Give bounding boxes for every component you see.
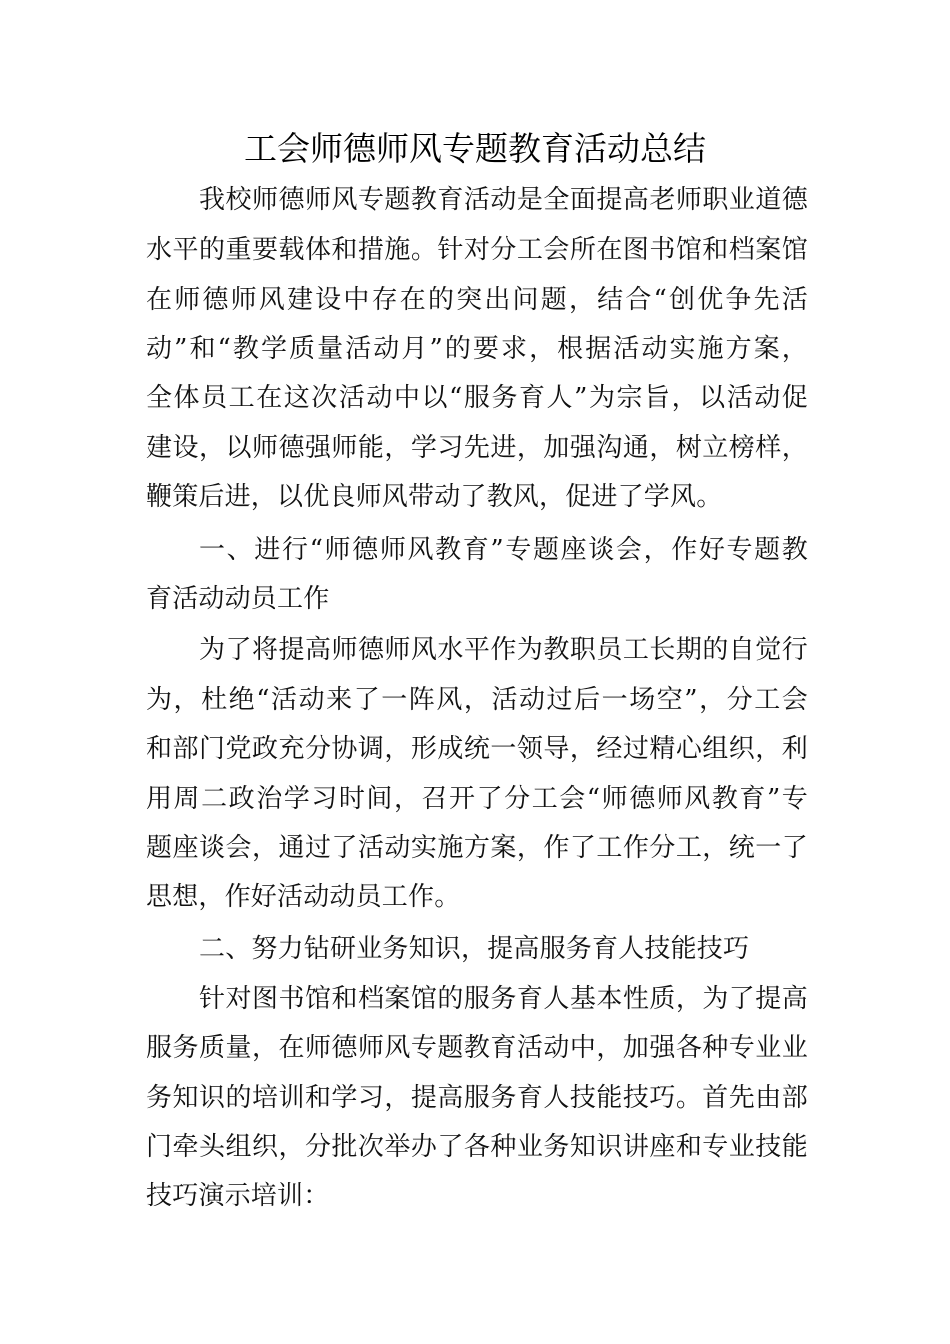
paragraph-line: 动”和“教学质量活动月”的要求，根据活动实施方案， — [146, 334, 808, 364]
paragraph-line: 在师德师风建设中存在的突出问题，结合“创优争先活 — [146, 285, 808, 315]
paragraph-line: 和部门党政充分协调，形成统一领导，经过精心组织，利 — [146, 734, 808, 764]
paragraph-line: 技巧演示培训： — [146, 1181, 330, 1211]
paragraph-line: 为了将提高师德师风水平作为教职员工长期的自觉行 — [199, 635, 808, 665]
paragraph-line: 水平的重要载体和措施。针对分工会所在图书馆和档案馆 — [146, 235, 808, 265]
paragraph-line: 鞭策后进，以优良师风带动了教风，促进了学风。 — [146, 482, 723, 512]
paragraph-line: 务知识的培训和学习，提高服务育人技能技巧。首先由部 — [146, 1083, 808, 1113]
section-heading-line: 一、进行“师德师风教育”专题座谈会，作好专题教 — [199, 535, 808, 565]
paragraph-line: 我校师德师风专题教育活动是全面提高老师职业道德 — [199, 185, 808, 215]
paragraph-line: 全体员工在这次活动中以“服务育人”为宗旨，以活动促 — [146, 383, 808, 413]
paragraph-line: 题座谈会，通过了活动实施方案，作了工作分工，统一了 — [146, 833, 808, 863]
paragraph-line: 服务质量，在师德师风专题教育活动中，加强各种专业业 — [146, 1033, 808, 1063]
paragraph-line: 思想，作好活动动员工作。 — [146, 882, 461, 912]
paragraph-line: 用周二政治学习时间，召开了分工会“师德师风教育”专 — [146, 784, 808, 814]
section-heading-line: 育活动动员工作 — [146, 584, 330, 614]
paragraph-line: 针对图书馆和档案馆的服务育人基本性质，为了提高 — [199, 984, 808, 1014]
paragraph-line: 建设，以师德强师能，学习先进，加强沟通，树立榜样， — [146, 433, 808, 463]
paragraph-line: 为，杜绝“活动来了一阵风，活动过后一场空”，分工会 — [146, 685, 808, 715]
document-title: 工会师德师风专题教育活动总结 — [244, 129, 706, 168]
paragraph-line: 门牵头组织，分批次举办了各种业务知识讲座和专业技能 — [146, 1132, 808, 1162]
section-heading-line: 二、努力钻研业务知识，提高服务育人技能技巧 — [199, 934, 750, 964]
